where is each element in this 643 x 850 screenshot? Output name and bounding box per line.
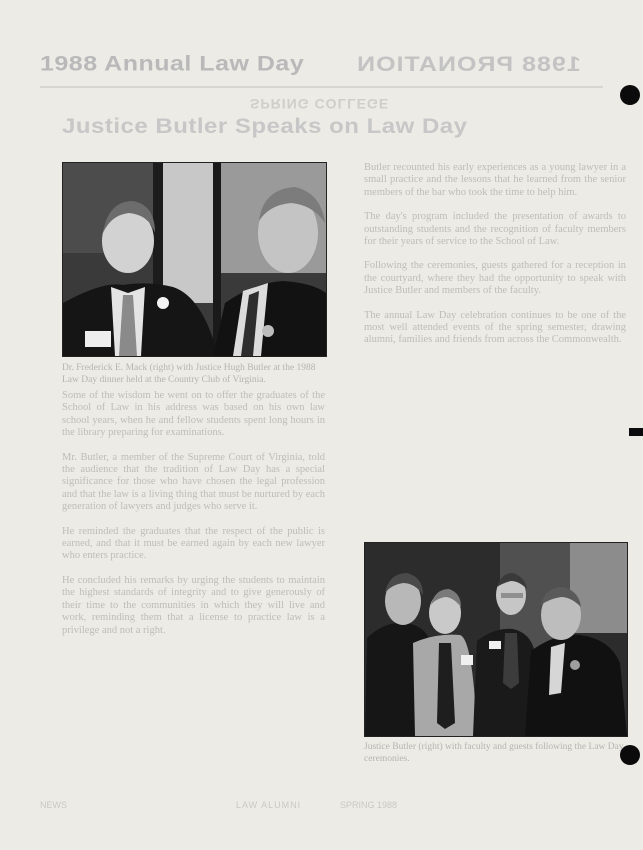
photo-two-men (62, 162, 327, 357)
left-paragraph: He concluded his remarks by urging the students to maintain the highest standards of integrity and to give generously of their time to the communities in which they will live and work, reminding them that a license to practice law is a privilege and not a right. (62, 574, 325, 636)
masthead-bleedthrough: 1988 PRONATION (356, 52, 581, 76)
photo-group (364, 542, 628, 737)
binder-hole-top (620, 85, 640, 105)
photo2-caption: Justice Butler (right) with faculty and guests following the Law Day ceremonies. (364, 742, 624, 764)
left-paragraph: Mr. Butler, a member of the Supreme Court of Virginia, told the audience that the tradition of Law Day has a special significance for those who have chosen the legal profession and that the law is a living thing that must be nurtured by each generation of lawyers and judges who serve it. (62, 451, 325, 513)
footer-publication: LAW ALUMNI (236, 800, 302, 810)
left-paragraph: Some of the wisdom he went on to offer the graduates of the School of Law in his address was based on his own law school years, when he and fellow students spent long hours in the library preparing for examinations. (62, 390, 325, 439)
right-paragraph: Butler recounted his early experiences as a young lawyer in a small practice and the lessons that he learned from the senior members of the bar who took the time to help him. (364, 162, 626, 198)
masthead-title: 1988 Annual Law Day (40, 52, 305, 76)
photo1-caption: Dr. Frederick E. Mack (right) with Justice Hugh Butler at the 1988 Law Day dinner held at the Country Club of Virginia. (62, 363, 316, 385)
article-headline: Justice Butler Speaks on Law Day (62, 114, 468, 139)
group-photo-four-men-icon (365, 543, 627, 736)
binder-tab (629, 428, 643, 436)
header-rule (40, 86, 603, 88)
portrait-photo-two-men-icon (63, 163, 326, 356)
left-paragraph: He reminded the graduates that the respect of the public is earned, and that it must be earned again by each new lawyer who enters practice. (62, 525, 325, 562)
left-column (62, 390, 325, 649)
right-column (364, 162, 626, 359)
ghost-subhead: SPRING COLLEGE (250, 96, 390, 112)
footer-page-label: NEWS (40, 800, 67, 810)
right-paragraph: The day's program included the presentation of awards to outstanding students and the recognition of faculty members for their years of service to the School of Law. (364, 211, 626, 248)
right-paragraph: Following the ceremonies, guests gathered for a reception in the courtyard, where they had the opportunity to speak with Justice Butler and members of the faculty. (364, 260, 626, 297)
right-paragraph: The annual Law Day celebration continues to be one of the most well attended events of the spring semester, drawing alumni, families and friends from across the Commonwealth. (364, 309, 626, 346)
footer-date: SPRING 1988 (340, 800, 398, 810)
